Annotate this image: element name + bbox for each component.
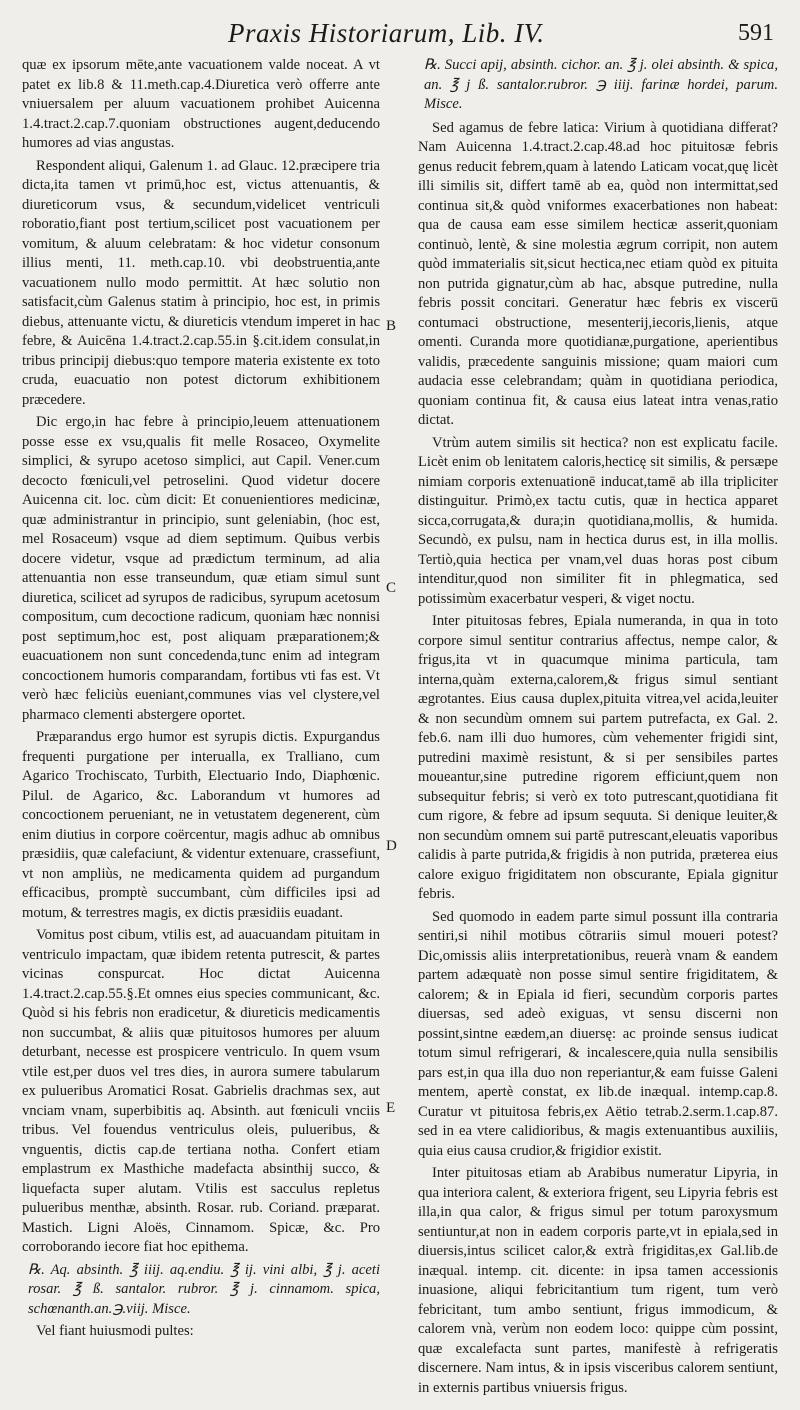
margin-letter-b: B xyxy=(386,318,397,334)
margin-letter-d: D xyxy=(386,838,397,854)
paragraph: Præparandus ergo humor est syrupis dictis. Expurgandus frequenti purgatione per interualla, ex Tralliano, cum Agarico Trochiscato, Turbith, Electuario Indo, Diaphœnic. Pilul. de Agarico, &c. Laborandum vt humores ad concoctionem perueniant, ne in vetustatem degenerent, cùm enim diutius in corpore coërcentur, magis adhuc ab omnibus præsidiis, quæ calefaciunt, & videntur extenuare, crassefiunt, vt non ampliùs, ne medicamenta quidem ad purgandum efficacibus, promptè succumbant, cùm difficiles ipsi ad motum, & terrestres magis, ex dictis præsidiis euadant. xyxy=(22,729,380,921)
paragraph: Inter pituitosas etiam ab Arabibus numeratur Lipyria, in qua interiora calent, & exteriora frigent, seu Lipyria febris est illa,in qua calor, & frigus simul per totum paroxysmum sentiuntur,at non in eadem corporis parte,vt in epiala,sed in diuersis,intus scilicet calor,& extrà frigiditas,ex Gal.lib.de inæqual. intemp. cit. dicente: in ipsa tamen accessionis inuasione, aliqui febricitantium tum rigent, tum verò febricitant, tum ambo sentiunt, frigus immodicum, & calorem vnà, verùm non eodem loco: quippe cùm possint, quæ excalefacta sunt partes, manifestè à refrigeratis discernere. Nam intus, & in ipsis visceribus calorem sentiunt, in externis partibus vniuersis frigus. xyxy=(418,1165,778,1396)
page-header xyxy=(0,16,800,50)
page-number: 591 xyxy=(738,20,774,46)
running-title: Praxis Historiarum, Lib. IV. xyxy=(228,18,545,48)
recipe: ℞. Succi apij, absinth. cichor. an. ℥ j. olei absinth. & spica, an. ℥ j ß. santalor.rubror. ℈ iiij. farinæ hordei, parum. Misce. xyxy=(424,57,778,112)
paragraph: Vomitus post cibum, vtilis est, ad auacuandam pituitam in ventriculo impactam, quæ ibidem retenta putrescit, & partes vicinas conspurcat. Hoc dictat Auicenna 1.4.tract.2.cap.55.§.Et omnes eius species communicant, &c. Quòd si his febris non eradicetur, & diureticis medicamentis non succumbat, & aliis quæ pituitosos humores per aluum deturbant, necesse est prospicere ventriculo. In quem vsum vtile est,per duos vel tres dies, in aurora sumere tabularum ex pulueribus Aromatici Rosat. Gabrielis drachmas sex, aut vnciam vnam, superbibitis aq. Absinth. aut fœniculi vnciis tribus. Vel fouendus ventriculus oleis, pulueribus, & vnguentis, dictis cap.de tertiana notha. Confert etiam emplastrum ex Masthiche madefacta absinthij succo, & liquefacta super alutam. Vtilis est sacculus repletus pulueribus menthæ, absinth. Rosar. rub. Coriand. præparat. Mastich. Ligni Aloës, Cinnamom. Spicæ, &c. Pro corroborando iecore fiat hoc epithema. xyxy=(22,927,380,1255)
left-column xyxy=(22,56,380,1345)
paragraph: quæ ex ipsorum mēte,ante vacuationem valde noceat. A vt patet ex lib.8 & 11.meth.cap.4.Diuretica verò offerre ante vniuersalem per aluum vacuationem prohibet Auicenna 1.4.tract.2.cap.7.quoniam obstructiones augent,deducendo humores ad vias angustas. xyxy=(22,57,380,151)
margin-letter-e: E xyxy=(386,1100,396,1116)
recipe: ℞. Aq. absinth. ℥ iiij. aq.endiu. ℥ ij. vini albi, ℥ j. aceti rosar. ℥ ß. santalor. rubror. ℥ j. cinnamom. spica, schœnanth.an.℈.viij. Misce. xyxy=(28,1261,380,1317)
paragraph: Respondent aliqui, Galenum 1. ad Glauc. 12.præcipere tria dicta,ita tamen vt primū,hoc est, victus attenuantis, & diureticorum vsus, & secundum,videlicet ventriculi roboratio,fiant post tertium,scilicet post vacuationem per vomitum, & aluum celebratam: & hoc videtur consonum illius menti, 11. meth.cap.10. vbi deobstruentia,ante vacuationem nullo modo permittit. At hæc solutio non satisfacit,cùm Galenus statim à principio, hoc est, in primis diebus, attenuante victu, & diureticis vtendum imperet in hac febre, & Auicēna 1.4.tract.2.cap.55.in §.cit.idem consulat,in tribus principij diebus:quo tempore materia existente ex toto cruda, euacuatio non potest dictorum exhibitionem præcedere. xyxy=(22,157,380,408)
paragraph: Vel fiant huiusmodi pultes: xyxy=(36,1323,194,1339)
paragraph: Sed agamus de febre latica: Virium à quotidiana differat? Nam Auicenna 1.4.tract.2.cap.48.ad hoc pituitosæ febris genus reducit febrem,quam à latendo Laticam vocat,quę licèt illi similis sit, differt tamē ab ea, quòd non intermittat,sed continua sit,& quòd vniformes exacerbationes non habeat: qua de causa eam esse similem hecticæ asserit,quoniam continuò, lentè, & sine molestia ægrum corripit, non autem quòd immaterialis sit,sicut hectica,nec etiam quòd ex pituita non putrida gignatur,cùm ab hac, absque putredine, nulla febris possit concitari. Generatur hæc febris ex viscerū contumaci obstructione, mesenterij,iecoris,lienis, atque omenti. Curanda more quotidianæ,purgatione, aperientibus validis, præcedente sanguinis missione; quam maiori cum audacia esse celebrandam; quàm in quotidiana periodica, quoniam continua fit, & causa eius lateat intra venas,ratio dictat. xyxy=(418,119,778,428)
paragraph: Sed quomodo in eadem parte simul possunt illa contraria sentiri,si nihil motibus cōtrariis simul moueri potest? Dic,omissis aliis interpretationibus, reuerà vnam & eandem partem adæquatè non posse simul sentire frigiditatem, & calorem; & in Epiala id fieri, secundùm corporis partes diuersas, sed adeò exiguas, vt sensu discerni non possint,sintne eædem,an diuersę: ac proinde sensus iudicat totum simul refrigerari, & incalescere,quia nulla sensibilis pars est,in qua illa duo non reperiantur,& eam fuisse Galeni mentem, apertè constat, ex lib.de inæqual. intemp.cap.8. Curatur vt pituitosa febris,ex Aëtio tetrab.2.serm.1.cap.87. sed in ea vtere calidioribus, & magis extenuantibus auxiliis, quia eius causa crudior,& frigidior existit. xyxy=(418,908,778,1159)
margin-letter-c: C xyxy=(386,580,397,596)
right-column xyxy=(418,56,778,1401)
paragraph: Dic ergo,in hac febre à principio,leuem attenuationem posse esse ex vsu,qualis fit melle Rosaceo, Oxymelite simplici, & syrupo acetoso simplici, aut Capil. Vener.cum decocto fœniculi,vel petroselini. Quod videtur docere Auicenna cit. loc. cùm dicit: Et conuenientiores medicinæ, quæ administrantur in principio, sunt geleniabin, (hoc est, mel Rosaceum) vsque ad diem septimum. Quibus verbis docere videtur, vsque ad prædictum terminum, ad alia attenuantia non esse transeundum, quæ etiam simul sunt diuretica, scilicet ad syrupos de radicibus, syrupum acetosum compositum, cum decoctione radicum, quoniam hæc nonnisi post septimum,hoc est, post aliquam præparationem;& euacuationem non sunt concedenda,tunc enim ad integram concoctionem humoris comparandam, fortibus vti fas est. Vt verò hæc feliciùs eueniant,communes vias vel clystere,vel pharmaco clementi abstergere oportet. xyxy=(22,414,380,723)
paragraph: Vtrùm autem similis sit hectica? non est explicatu facile. Licèt enim ob lenitatem caloris,hecticę sit similis, & persæpe nimiam corporis extenuationē inducat,tamē ab illa tripliciter distinguitur. Primò,ex tactu cutis, quæ in hectica apparet sicca,corrugata,& dura;in quotidiana,mollis, & humida. Secundò, ex pulsu, nam in hectica durus est, in illa mollis. Tertiò,quia hectica per vnam,vel duas horas post cibum intenditur,quod non similiter fit in phlegmatica, sed potissimùm exacerbatur vesperi, & viget noctu. xyxy=(418,434,778,607)
paragraph: Inter pituitosas febres, Epiala numeranda, in qua in toto corpore simul sentitur contrarius affectus, nempe calor, & frigus,ita vt in quacumque minima particula, tam interna,quàm externa,calorem,& frigus simul sentiant ægrotantes. Eius causa duplex,pituita vitrea,vel acida,leuiter & non secundùm omnem sui partem putrefacta, ex Gal. 2. feb.6. nam illi duo humores, cùm vehementer frigidi sint, putredini maximè resistunt, & si per sensibiles partes moueantur,sine putredine rigorem efficiunt,quem non subsequitur febris; si verò ex toto putrescant,quotidiana fit cum rigore, & febre ad ipsum sequuta. Si denique leuiter,& non secundùm omnem sui partē putrescant,eleuatis vaporibus calidis à parte putrida,& frigidis à non putrida, præterea eius calore exiguo frigiditatem non obscurante, Epiala gignitur febris. xyxy=(418,613,778,902)
